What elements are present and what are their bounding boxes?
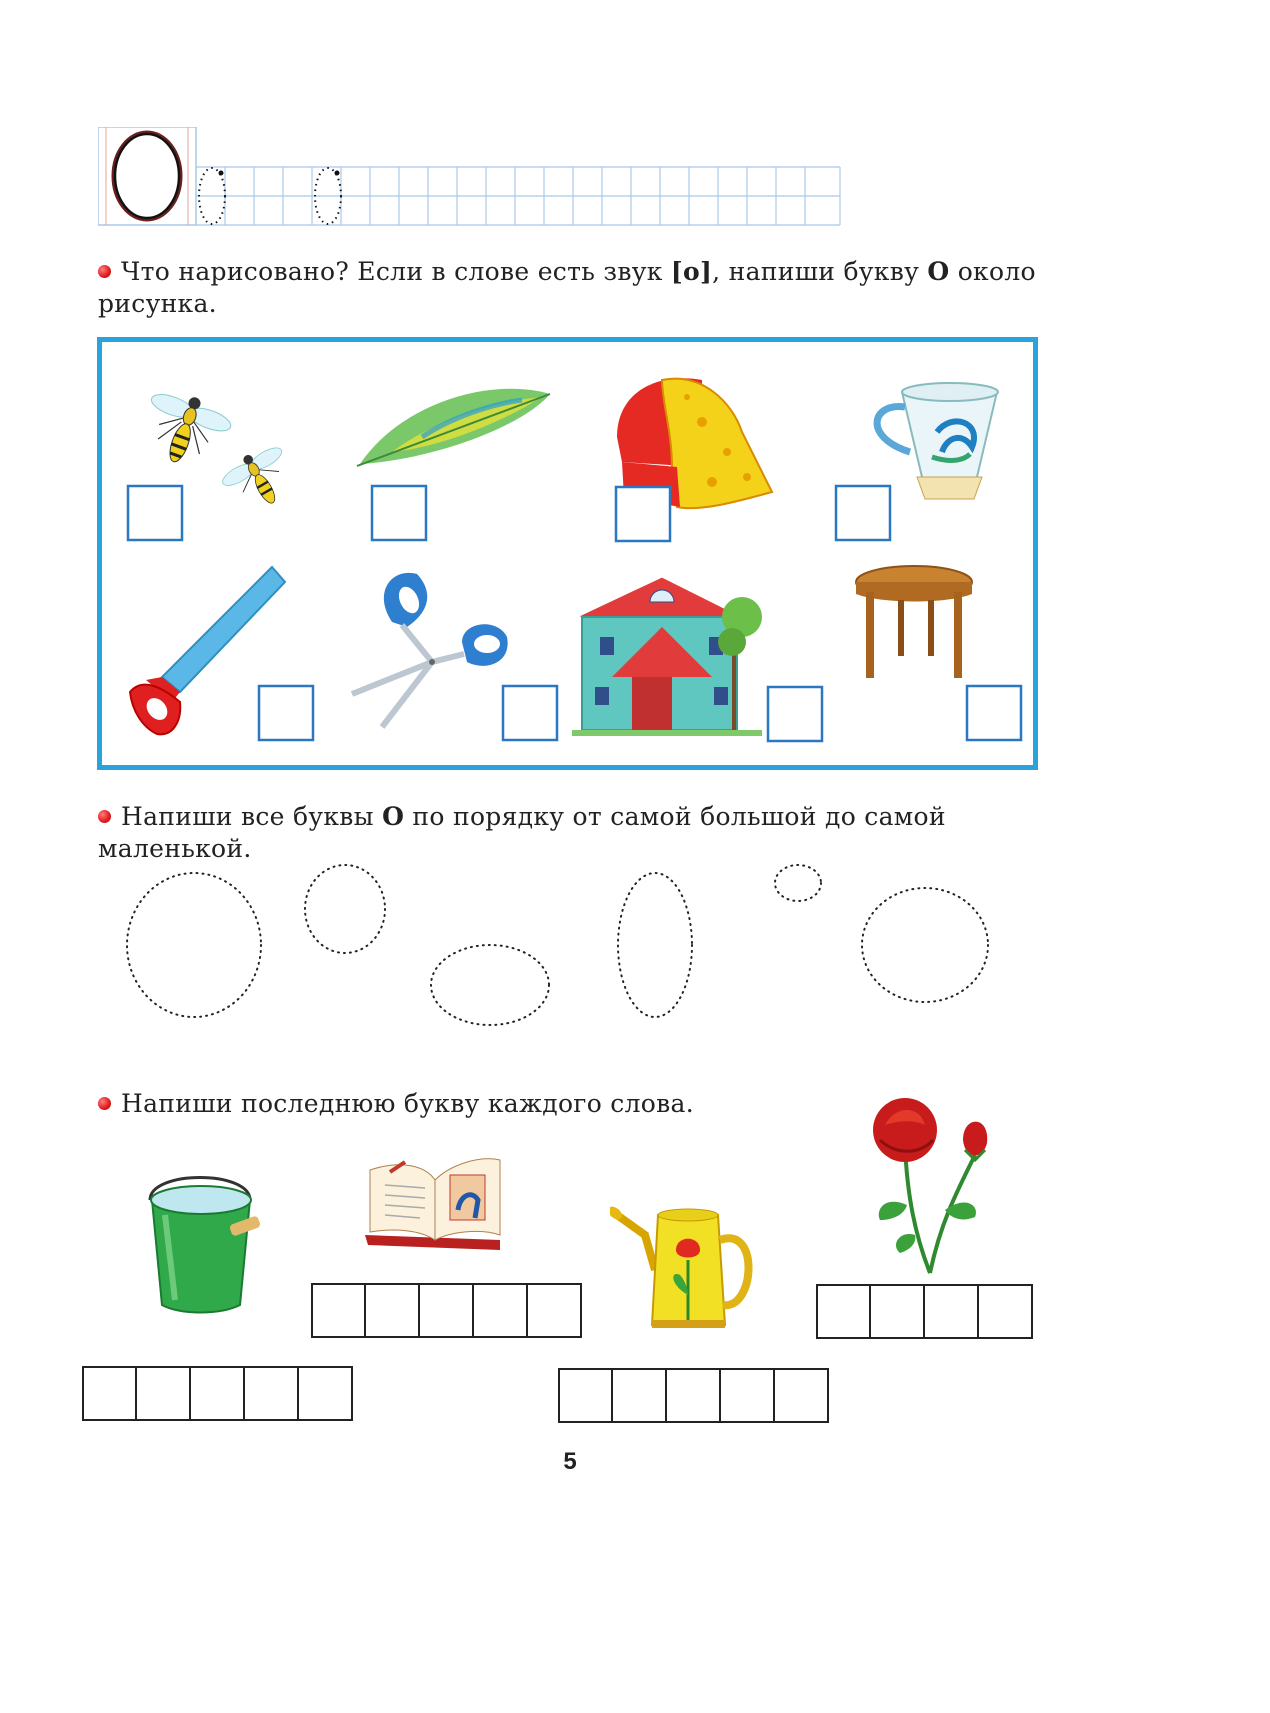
dotted-o-6 xyxy=(862,888,988,1002)
task2-text-part2: по порядку от самой большой до самой маленькой. xyxy=(98,802,946,863)
letter-cell[interactable] xyxy=(82,1366,137,1421)
letter-cell[interactable] xyxy=(528,1283,582,1338)
dotted-letters xyxy=(100,850,1040,1050)
book-icon xyxy=(360,1140,510,1260)
task1-text-part2: , напиши букву xyxy=(712,257,928,286)
dotted-o-1 xyxy=(127,873,261,1017)
letter-writing-strip xyxy=(98,127,843,227)
letter-cell[interactable] xyxy=(613,1368,667,1423)
letter-cell[interactable] xyxy=(816,1284,871,1339)
dotted-o-5 xyxy=(775,865,821,901)
dotted-o-4 xyxy=(618,873,692,1017)
letter-cell[interactable] xyxy=(299,1366,353,1421)
book-letter-cells xyxy=(311,1283,582,1338)
letter-cell[interactable] xyxy=(191,1366,245,1421)
answer-box xyxy=(967,686,1021,740)
task1-text-part1: Что нарисовано? Если в слове есть звук xyxy=(121,257,671,286)
letter-cell[interactable] xyxy=(871,1284,925,1339)
answer-box xyxy=(259,686,313,740)
answer-box xyxy=(836,486,890,540)
book-picture xyxy=(360,1140,510,1260)
bucket-letter-cells xyxy=(82,1366,353,1421)
answer-box xyxy=(128,486,182,540)
answer-box xyxy=(372,486,426,540)
letter-label: О xyxy=(927,257,950,286)
task2-text-part1: Напиши все буквы xyxy=(121,802,383,831)
task1-instruction xyxy=(98,256,1043,320)
task3-instruction xyxy=(98,1088,798,1120)
bullet-icon xyxy=(98,265,111,278)
page-number: 5 xyxy=(563,1448,577,1475)
bullet-icon xyxy=(98,1097,111,1110)
letter-cell[interactable] xyxy=(245,1366,299,1421)
letter-cell[interactable] xyxy=(420,1283,474,1338)
house-icon xyxy=(572,577,762,736)
task3-text: Напиши последнюю букву каждого слова. xyxy=(121,1089,694,1118)
letter-cell[interactable] xyxy=(558,1368,613,1423)
dotted-o-3 xyxy=(431,945,549,1025)
letter-cell[interactable] xyxy=(775,1368,829,1423)
dotted-o-2 xyxy=(305,865,385,953)
writing-grid xyxy=(98,127,843,227)
task1-text-line2: рисунка. xyxy=(98,289,217,318)
letter-label: О xyxy=(382,802,405,831)
letter-cell[interactable] xyxy=(311,1283,366,1338)
letter-cell[interactable] xyxy=(721,1368,775,1423)
scissors-icon xyxy=(352,573,508,727)
bucket-picture xyxy=(140,1170,270,1320)
table-icon xyxy=(856,566,972,678)
letter-cell[interactable] xyxy=(137,1366,191,1421)
watering-can-letter-cells xyxy=(558,1368,829,1423)
watering-can-picture xyxy=(610,1195,760,1345)
watering-can-icon xyxy=(610,1195,760,1345)
bullet-icon xyxy=(98,810,111,823)
letter-cell[interactable] xyxy=(925,1284,979,1339)
rose-icon xyxy=(845,1085,1005,1275)
letter-cell[interactable] xyxy=(979,1284,1033,1339)
sound-label: [о] xyxy=(670,257,713,286)
letter-cell[interactable] xyxy=(474,1283,528,1338)
letter-cell[interactable] xyxy=(667,1368,721,1423)
cup-icon xyxy=(877,383,998,499)
letter-cell[interactable] xyxy=(366,1283,420,1338)
answer-box xyxy=(503,686,557,740)
picture-panel-canvas xyxy=(102,342,1033,765)
picture-panel xyxy=(97,337,1038,770)
rose-picture xyxy=(845,1085,1005,1275)
rose-letter-cells xyxy=(816,1284,1033,1339)
answer-box xyxy=(616,487,670,541)
bucket-icon xyxy=(140,1170,270,1320)
answer-box xyxy=(768,687,822,741)
task1-text-part3: около xyxy=(949,257,1036,286)
feather-icon xyxy=(357,389,550,466)
